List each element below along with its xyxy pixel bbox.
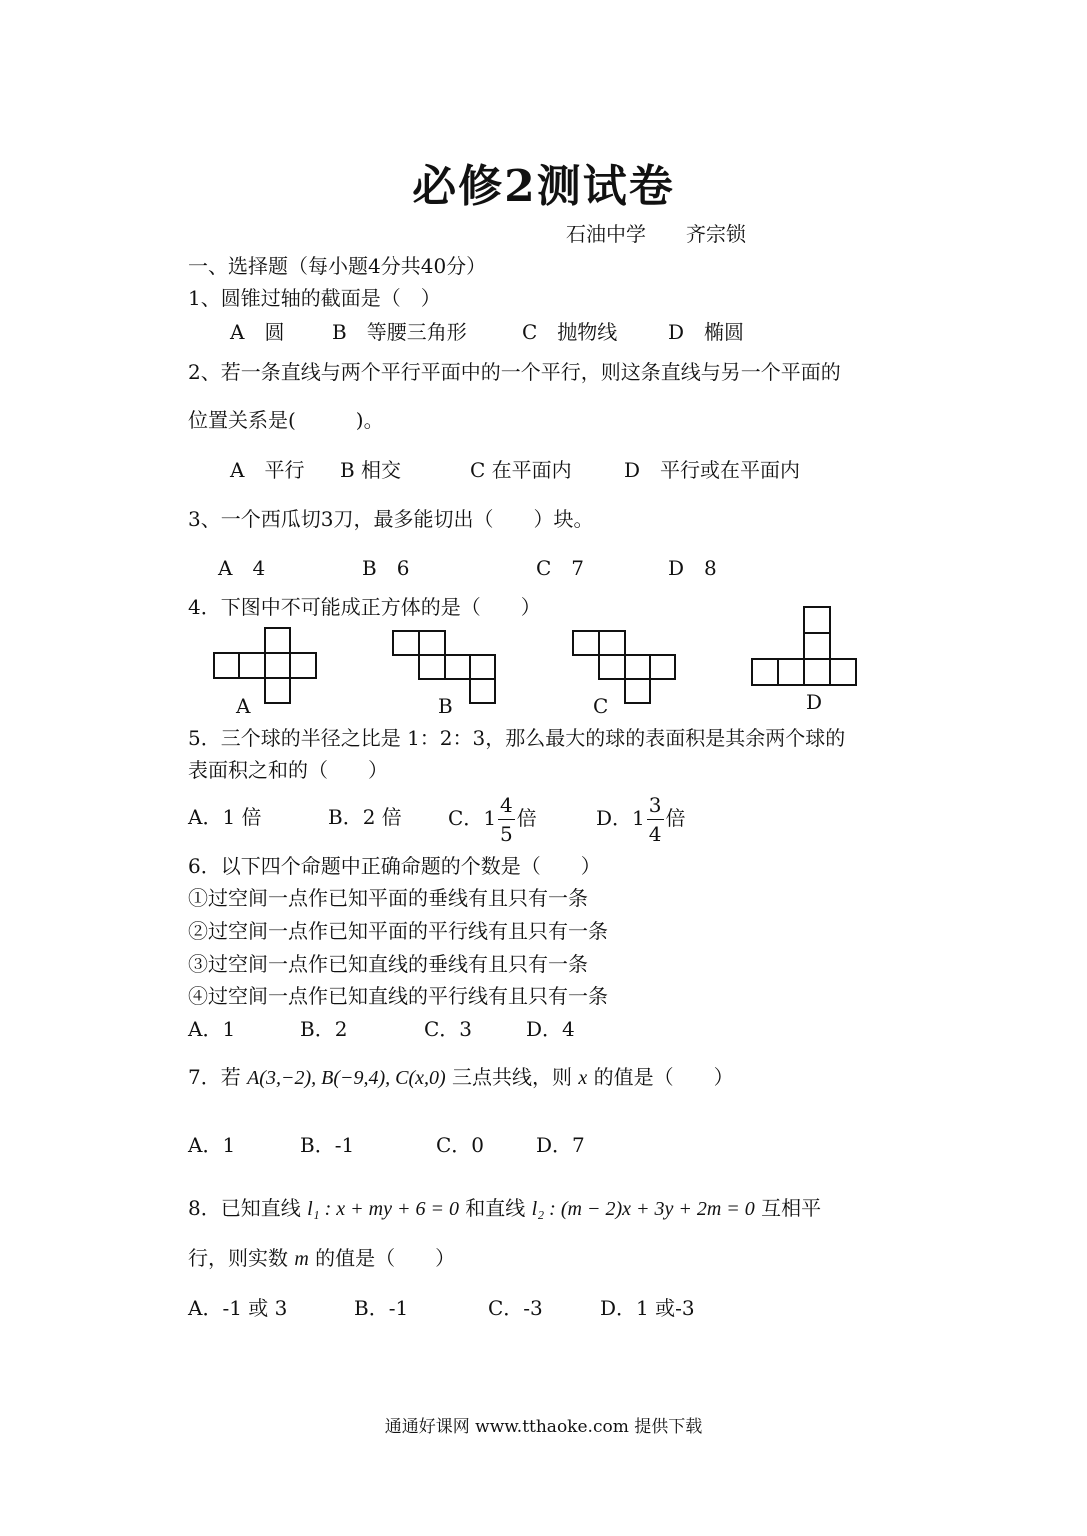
fraction-numerator: 4 (498, 791, 515, 820)
question-5-stem-line1: 5．三个球的半径之比是 1：2：3，那么最大的球的表面积是其余两个球的 (188, 726, 846, 750)
q7-variable: x (578, 1067, 588, 1089)
q8-line-l2-formula: l₂ : (m − 2)x + 3y + 2m = 0 (531, 1198, 755, 1220)
q6-statement-1: ①过空间一点作已知平面的垂线有且只有一条 (188, 886, 588, 910)
question-2-stem-line1: 2、若一条直线与两个平行平面中的一个平行，则这条直线与另一个平面的 (188, 360, 841, 384)
question-1-stem: 1、圆锥过轴的截面是（ ） (188, 286, 441, 310)
q8-line2-suffix: 的值是（ ） (308, 1246, 456, 1270)
q5-option-c-prefix: C． (448, 806, 484, 830)
q5-option-c (448, 790, 537, 848)
q8-option-d: D．1 或-3 (600, 1296, 695, 1320)
q6-option-d: D．4 (526, 1017, 575, 1041)
q8-option-b: B．-1 (354, 1296, 409, 1320)
q5-option-a: A．1 倍 (188, 805, 262, 829)
question-3-stem: 3、一个西瓜切3刀，最多能切出（ ）块。 (188, 507, 594, 531)
q5-option-c-suffix: 倍 (516, 806, 537, 830)
q8-prefix: 8．已知直线 (188, 1196, 308, 1220)
net-label-a: A (236, 694, 251, 718)
q5-option-d-fraction (647, 791, 664, 848)
net-label-c: C (593, 694, 609, 718)
author-line: 石油中学 齐宗锁 (566, 222, 746, 246)
q8-suffix: 互相平 (754, 1196, 822, 1220)
q5-option-d-suffix: 倍 (665, 806, 686, 830)
q8-mid: 和直线 (458, 1196, 532, 1220)
q6-option-b: B．2 (300, 1017, 348, 1041)
q6-statement-2: ②过空间一点作已知平面的平行线有且只有一条 (188, 919, 608, 943)
q1-option-a: A 圆 (230, 320, 285, 344)
question-8-stem-line1 (188, 1196, 821, 1221)
section-heading: 一、选择题（每小题4分共40分） (188, 254, 487, 278)
q7-option-a: A．1 (188, 1133, 236, 1157)
q8-option-c: C．-3 (488, 1296, 543, 1320)
q5-option-d-whole: 1 (632, 806, 645, 830)
cube-net-a (212, 626, 318, 706)
footer-credit: 通通好课网 www.tthaoke.com 提供下载 (384, 1417, 703, 1437)
q1-option-d: D 椭圆 (668, 320, 745, 344)
q1-option-b: B 等腰三角形 (332, 320, 467, 344)
cube-net-c (571, 629, 677, 705)
q5-option-b: B．2 倍 (328, 805, 402, 829)
question-5-stem-line2: 表面积之和的（ ） (188, 758, 388, 782)
q5-option-c-whole: 1 (483, 806, 497, 830)
question-2-stem-line2: 位置关系是( )。 (188, 408, 384, 432)
q7-mid: 三点共线，则 (445, 1065, 579, 1089)
q6-option-a: A．1 (188, 1017, 236, 1041)
fraction-numerator: 3 (647, 791, 664, 820)
q7-prefix: 7．若 (188, 1065, 248, 1089)
q5-option-c-fraction (498, 791, 515, 848)
q2-option-d: D 平行或在平面内 (624, 458, 801, 482)
q8-line-l1-formula: l₁ : x + my + 6 = 0 (307, 1198, 459, 1220)
q1-option-c: C 抛物线 (522, 320, 618, 344)
q3-option-c: C 7 (536, 556, 585, 580)
q8-variable: m (294, 1248, 309, 1270)
question-7-stem (188, 1065, 734, 1090)
q6-option-c: C．3 (424, 1017, 473, 1041)
q7-suffix: 的值是（ ） (587, 1065, 734, 1089)
cube-net-d (750, 605, 858, 687)
q5-option-d-prefix: D． (596, 806, 633, 830)
q7-option-d: D．7 (536, 1133, 585, 1157)
q6-statement-4: ④过空间一点作已知直线的平行线有且只有一条 (188, 984, 608, 1008)
q3-option-d: D 8 (668, 556, 717, 580)
q8-line2-prefix: 行，则实数 (188, 1246, 295, 1270)
fraction-denominator: 4 (648, 822, 662, 846)
q2-option-c: C 在平面内 (470, 458, 572, 482)
net-label-d: D (806, 690, 823, 714)
fraction-denominator: 5 (500, 822, 513, 846)
q2-option-b: B 相交 (340, 458, 402, 482)
q5-option-d (596, 790, 686, 848)
q3-option-b: B 6 (362, 556, 410, 580)
q7-points-formula: A(3,−2), B(−9,4), C(x,0) (247, 1067, 446, 1089)
question-8-stem-line2 (188, 1246, 455, 1271)
page-title: 必修2测试卷 (412, 161, 675, 212)
q3-option-a: A 4 (218, 556, 266, 580)
net-label-b: B (438, 694, 453, 718)
question-4-stem: 4．下图中不可能成正方体的是（ ） (188, 595, 541, 619)
q7-option-c: C．0 (436, 1133, 485, 1157)
question-6-stem: 6．以下四个命题中正确命题的个数是（ ） (188, 854, 601, 878)
q8-option-a: A．-1 或 3 (188, 1296, 288, 1320)
q6-statement-3: ③过空间一点作已知直线的垂线有且只有一条 (188, 952, 588, 976)
q7-option-b: B．-1 (300, 1133, 355, 1157)
q2-option-a: A 平行 (230, 458, 305, 482)
